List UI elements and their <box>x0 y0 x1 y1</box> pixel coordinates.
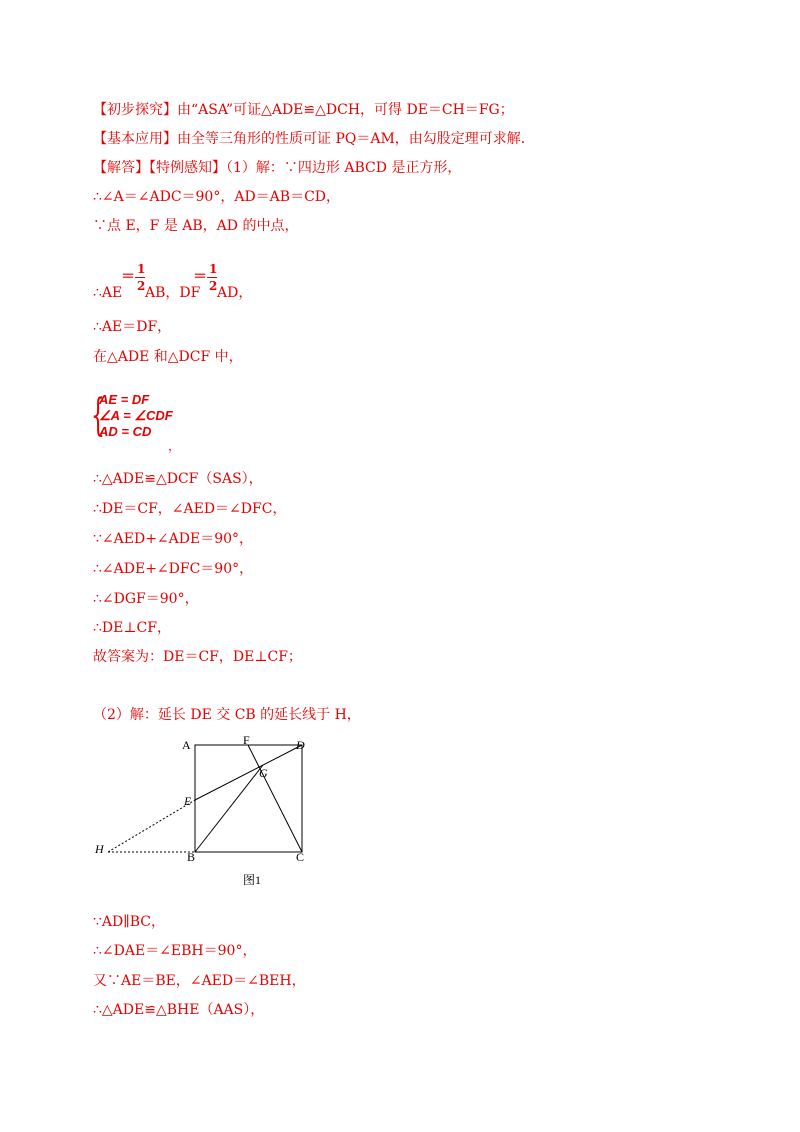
segment-ed <box>195 745 302 800</box>
label-h: H <box>95 842 104 856</box>
square-abcd <box>195 745 302 852</box>
line-6-part-c: AD， <box>217 285 253 301</box>
line-17: ∵AD∥BC， <box>93 914 165 930</box>
line-2: 【基本应用】由全等三角形的性质可证 PQ＝AM，由勾股定理可求解． <box>93 131 535 147</box>
label-a: A <box>182 738 191 752</box>
line-5: ∵点 E，F 是 AB，AD 的中点， <box>93 218 299 234</box>
frac-num-2: 1 <box>209 262 218 276</box>
segment-fc <box>248 745 302 852</box>
line-15: 故答案为：DE＝CF，DE⊥CF； <box>93 649 302 665</box>
line-1: 【初步探究】由“ASA”可证△ADE≌△DCH，可得 DE＝CH＝FG； <box>93 102 514 118</box>
system-row-3: AD = CD <box>99 424 152 439</box>
system-row-1: AE = DF <box>99 392 150 407</box>
line-9: ∴△ADE≌△DCF（SAS）， <box>93 471 263 487</box>
frac-eq-2: ＝ <box>193 269 207 285</box>
line-18: ∴∠DAE＝∠EBH＝90°， <box>93 943 257 959</box>
label-f: F <box>243 733 250 747</box>
line-14: ∴DE⊥CF， <box>93 620 171 636</box>
line-8: 在△ADE 和△DCF 中， <box>93 349 243 365</box>
line-20: ∴△ADE≌△BHE（AAS）， <box>93 1002 265 1018</box>
system-comma: ， <box>168 439 181 453</box>
label-g: G <box>259 766 268 780</box>
line-13: ∴∠DGF＝90°， <box>93 591 199 607</box>
line-12: ∴∠ADE+∠DFC＝90°， <box>93 561 254 577</box>
frac-num-1: 1 <box>137 262 146 276</box>
system-brace: { <box>91 390 105 441</box>
line-3: 【解答】【特例感知】（1）解：∵四边形 ABCD 是正方形， <box>93 160 462 176</box>
line-6-part-a: ∴AE <box>93 285 123 301</box>
system-row-2: ∠A = ∠CDF <box>99 408 173 423</box>
line-7: ∴AE＝DF， <box>93 319 172 335</box>
frac-den-1: 2 <box>137 279 146 293</box>
label-c: C <box>296 850 305 864</box>
line-6-part-b: AB，DF <box>145 285 201 301</box>
segment-bg <box>195 765 263 852</box>
label-d: D <box>296 738 305 752</box>
label-e: E <box>184 794 192 808</box>
line-16: （2）解：延长 DE 交 CB 的延长线于 H， <box>93 707 361 723</box>
segment-he-dotted <box>108 800 195 852</box>
figure-caption: 图1 <box>243 873 262 887</box>
label-b: B <box>187 850 196 864</box>
frac-eq-1: ＝ <box>121 269 135 285</box>
line-19: 又∵AE＝BE，∠AED＝∠BEH， <box>93 973 306 989</box>
line-10: ∴DE＝CF，∠AED＝∠DFC， <box>93 501 287 517</box>
frac-den-2: 2 <box>209 279 218 293</box>
line-11: ∵∠AED+∠ADE＝90°， <box>93 531 254 547</box>
line-4: ∴∠A＝∠ADC＝90°，AD＝AB＝CD， <box>93 189 341 205</box>
